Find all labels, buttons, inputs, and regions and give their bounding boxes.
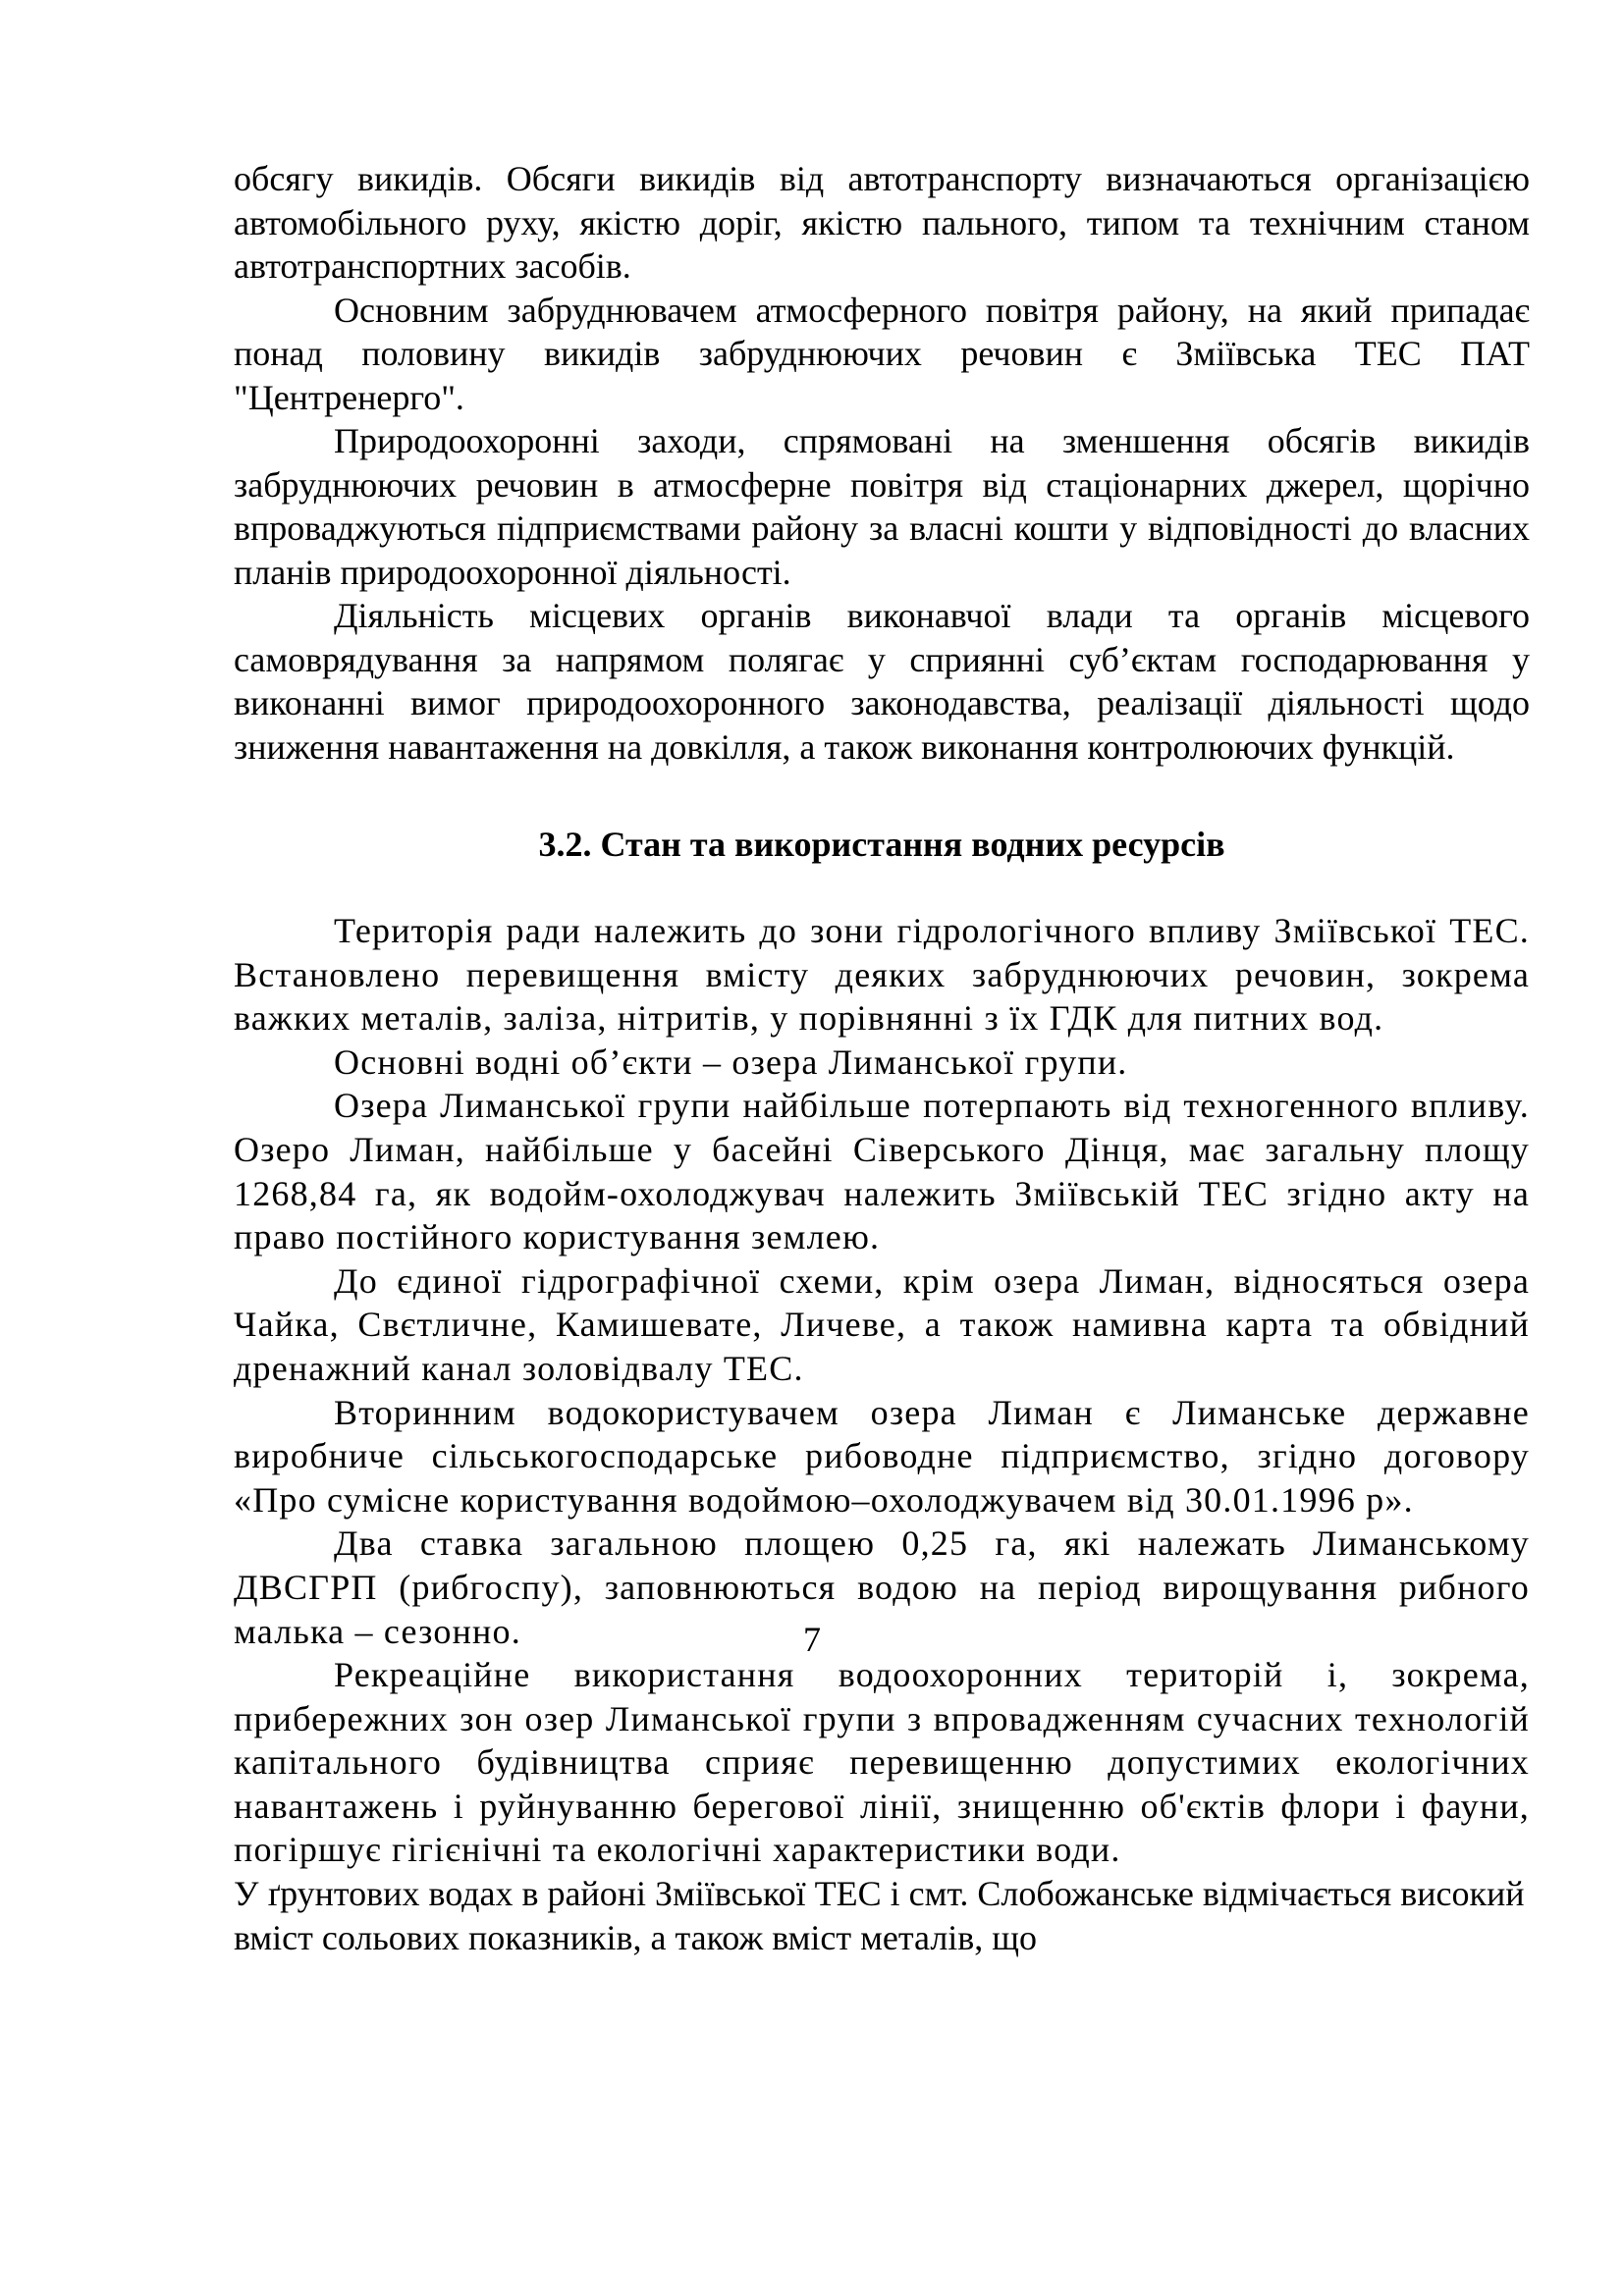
paragraph-secondary-user: Вторинним водокористувачем озера Лиман є Лиманське державне виробниче сільськогосподарське рибоводне підприємство, згідно договору «Про сумісне користування водоймою–охолоджувачем від 30.01.1996 р».: [234, 1392, 1530, 1520]
page-number: 7: [803, 1620, 821, 1659]
paragraph-two-ponds: Два ставка загальною площею 0,25 га, які належать Лиманському ДВСГРП (рибгоспу), заповнюються водою на період вирощування рибного малька – сезонно.: [234, 1523, 1530, 1651]
paragraph-environmental-measures: Природоохоронні заходи, спрямовані на зменшення обсягів викидів забруднюючих речовин в атмосферне повітря від стаціонарних джерел, щорічно впроваджуються підприємствами району за власні кошти у відповідності до власних планів природоохоронної діяльності.: [234, 421, 1530, 592]
paragraph-local-authorities: Діяльність місцевих органів виконавчої влади та органів місцевого самоврядування за напрямом полягає у сприянні суб’єктам господарювання у виконанні вимог природоохоронного законодавства, реалізації діяльності щодо зниження навантаження на довкілля, а також виконання контролюючих функцій.: [234, 596, 1530, 767]
paragraph-hydrographic-scheme: До єдиної гідрографічної схеми, крім озера Лиман, відносяться озера Чайка, Свєтличне, Камишевате, Личеве, а також намивна карта та обвідний дренажний канал золовідвалу ТЕС.: [234, 1260, 1530, 1388]
section-air: [234, 157, 1530, 769]
paragraph-main-water-objects: Основні водні об’єкти – озера Лиманської групи.: [334, 1041, 1128, 1082]
paragraph-hydrological-zone: Територія ради належить до зони гідрологічного впливу Зміївської ТЕС. Встановлено перевищення вмісту деяких забруднюючих речовин, зокрема важких металів, заліза, нітритів, у порівнянні з їх ГДК для питних вод.: [234, 911, 1530, 1039]
section-water: [234, 909, 1530, 1959]
paragraph-main-polluter: Основним забруднювачем атмосферного повітря району, на який припадає понад половину викидів забруднюючих речовин є Зміївська ТЕС ПАТ "Центренерго".: [234, 290, 1530, 417]
paragraph-recreational-use: Рекреаційне використання водоохоронних територій і, зокрема, прибережних зон озер Лиманської групи з впровадженням сучасних технологій капітального будівництва сприяє перевищенню допустимих екологічних навантажень і руйнуванню берегової лінії, знищенню об'єктів флори і фауни, погіршує гігієнічні та екологічні характеристики води.: [234, 1655, 1530, 1870]
paragraph-lyman-lake: Озера Лиманської групи найбільше потерпають від техногенного впливу. Озеро Лиман, найбільше у басейні Сіверського Дінця, має загальну площу 1268,84 га, як водойм-охолоджувач належить Зміївській ТЕС згідно акту на право постійного користування землею.: [234, 1086, 1530, 1257]
paragraph-groundwater: У ґрунтових водах в районі Зміївської ТЕС і смт. Слобожанське відмічається високий вміст сольових показників, а також вміст металів, що: [234, 1874, 1525, 1957]
paragraph-continued: обсягу викидів. Обсяги викидів від автотранспорту визначаються організацією автомобільного руху, якістю доріг, якістю пального, типом та технічним станом автотранспортних засобів.: [234, 159, 1530, 286]
section-heading-water: 3.2. Стан та використання водних ресурсів: [538, 825, 1225, 864]
